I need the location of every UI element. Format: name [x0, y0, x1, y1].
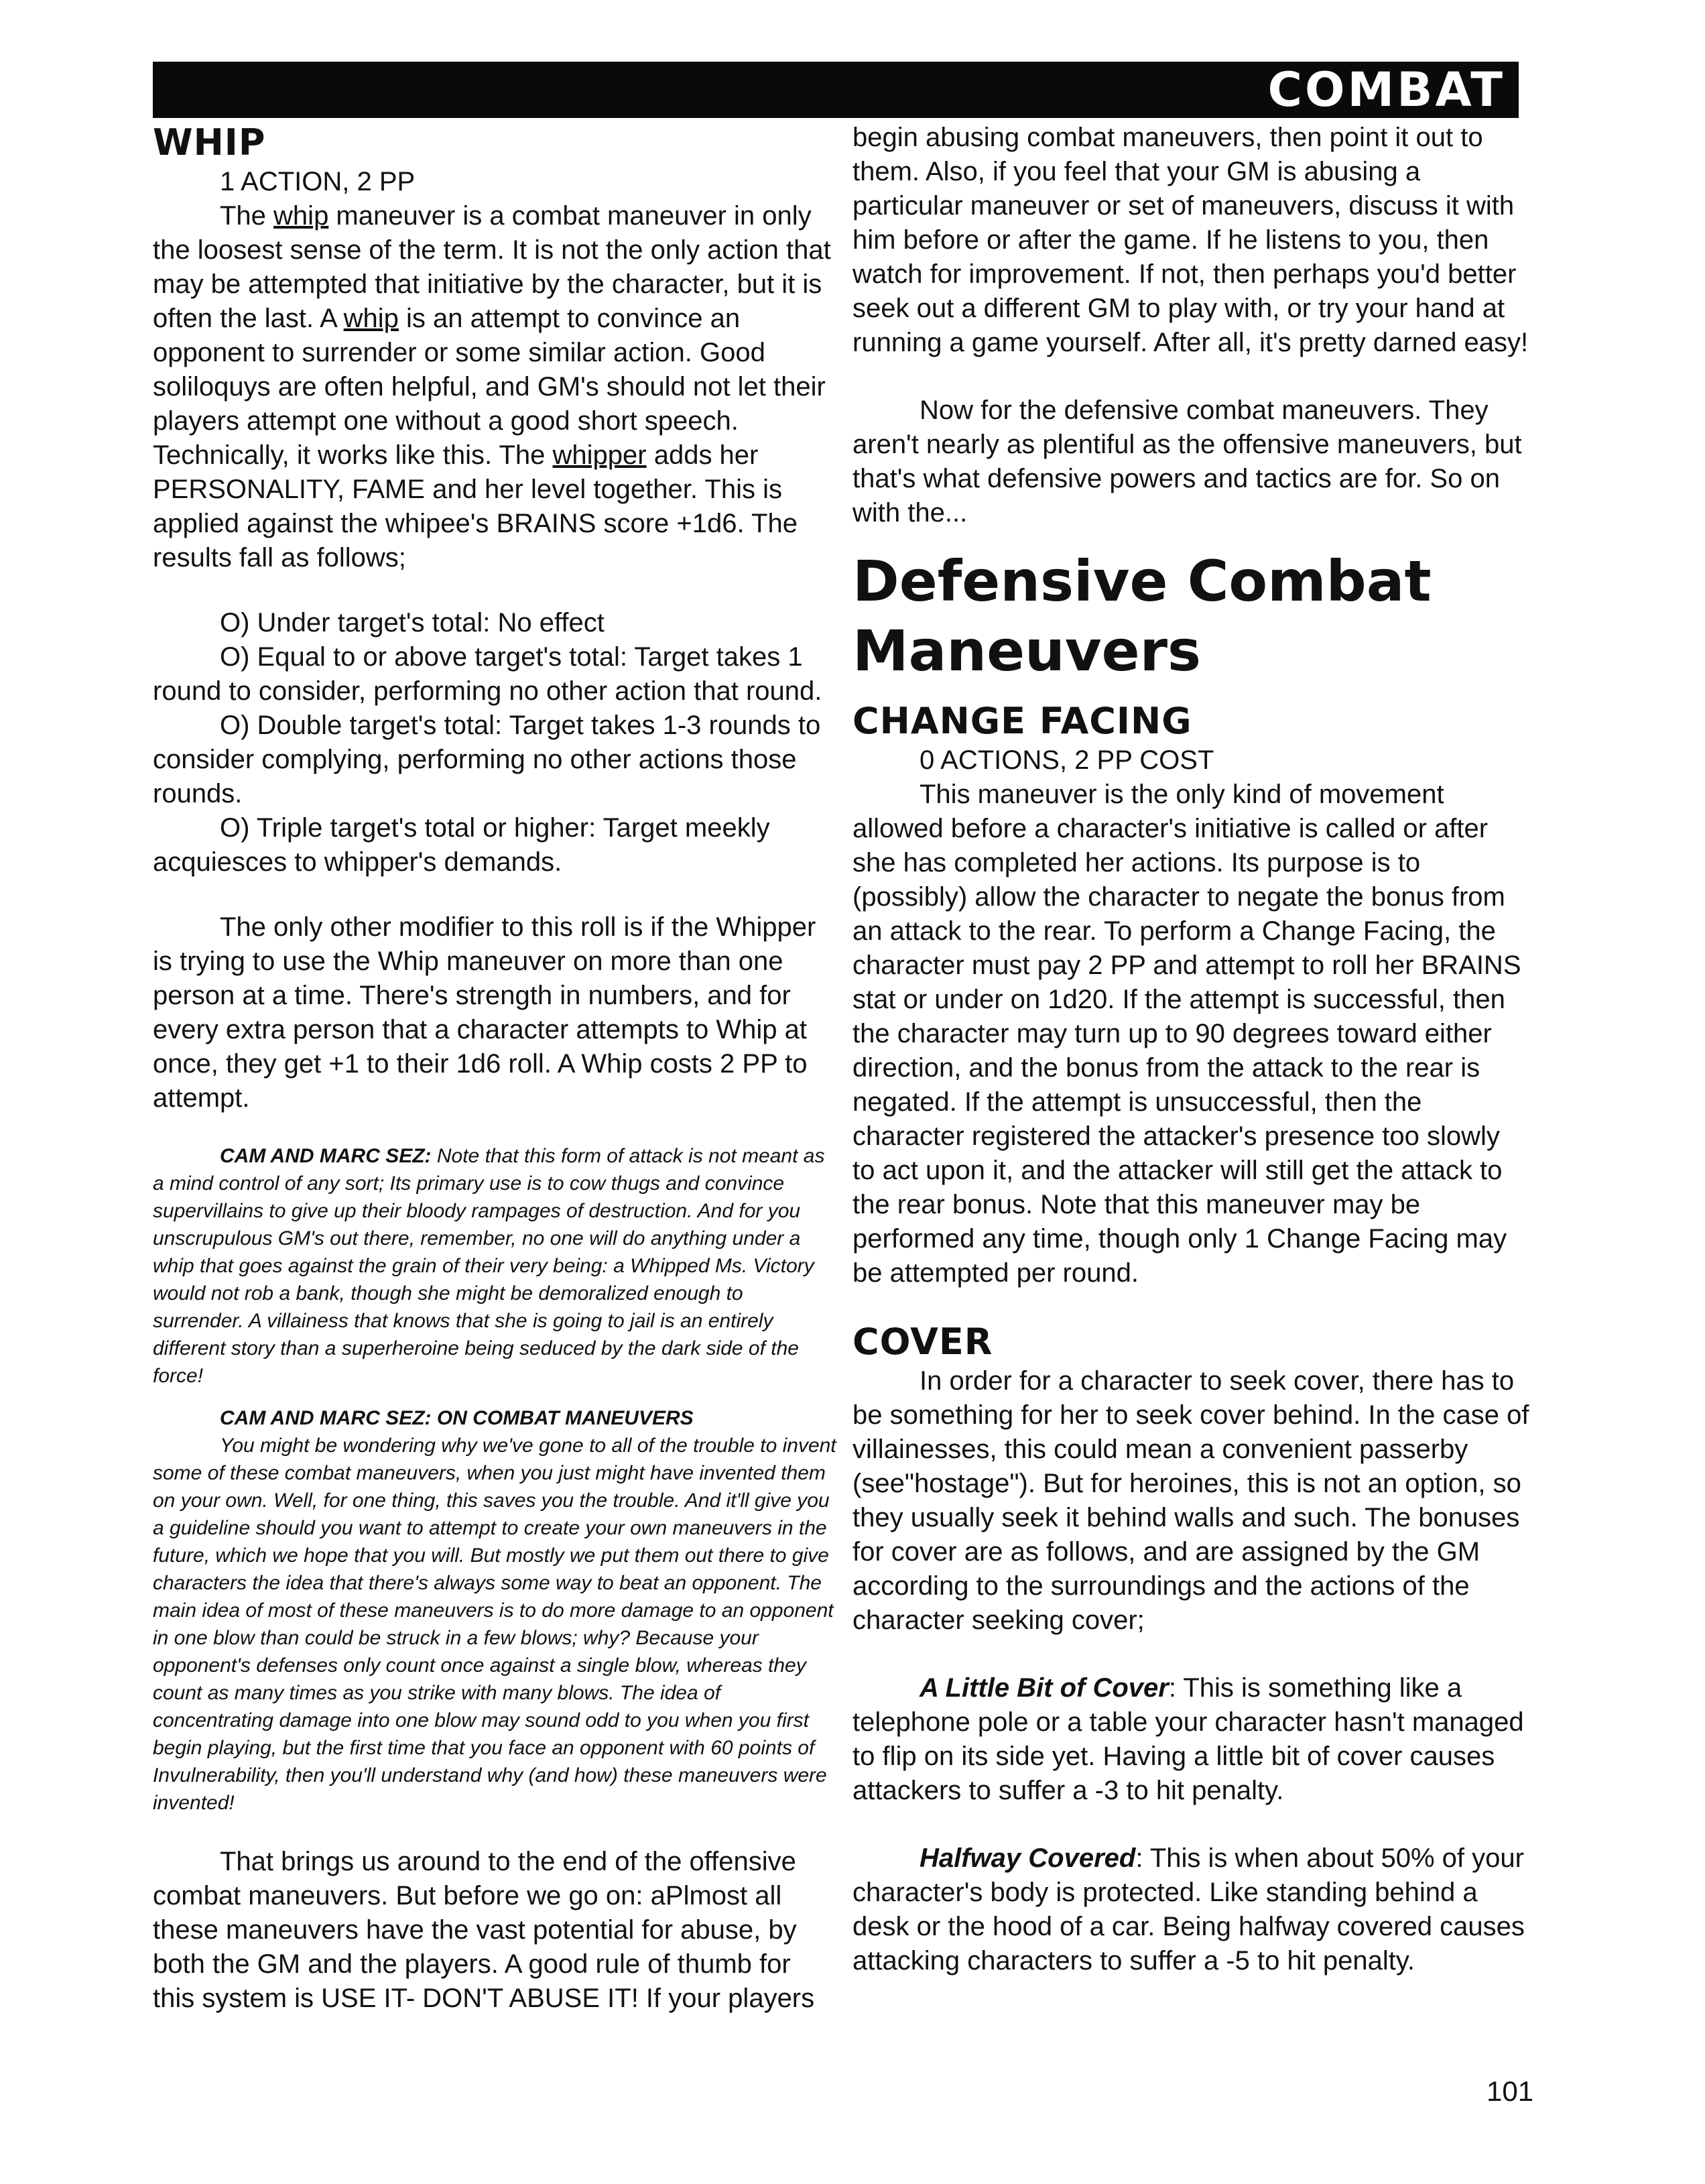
little-cover-paragraph: A Little Bit of Cover: This is something like a telephone pole or a table your character hasn't managed to flip on its side yet. Having a little bit of cover causes attackers to suffer a -3 to hit penalty. [852, 1673, 1524, 1805]
sidebar-note-maneuvers: You might be wondering why we've gone to all of the trouble to invent some of these combat maneuvers, when you just might have invented them on your own. Well, for one thing, this saves you the trouble. And it'll give you a guideline should you want to attempt to create your own maneuvers in the future, which we hope that you will. But mostly we put them out there to give characters the idea that there's always some way to beat an opponent. The main idea of most of these maneuvers is to do more damage to an opponent in one blow than could be struck in a few blows; why? Because your opponent's defenses only count once against a single blow, whereas they count as many times as you strike with many blows. The idea of concentrating damage into one blow may sound odd to you when you first begin playing, but the first time that you face an opponent with 60 points of Invulnerability, then you'll understand why (and how) these maneuvers were invented! [153, 1435, 836, 1814]
change-facing-paragraph: This maneuver is the only kind of movement allowed before a character's initiative is called or after she has completed her actions. Its purpose is to (possibly) allow the character to negate the bonus from an attack to the rear. To perform a Change Facing, the character must pay 2 PP and attempt to roll her BRAINS stat or under on 1d20. If the attempt is successful, then the character may turn up to 90 degrees toward either direction, and the bonus from the attack to the rear is negated. If the attempt is unsuccessful, then the character registered the attacker's presence too slowly to act upon it, and the attacker will still get the attack to the rear bonus. Note that this maneuver may be performed any time, though only 1 Change Facing may be attempted per round. [852, 780, 1521, 1288]
defensive-intro-paragraph: Now for the defensive combat maneuvers. They aren't nearly as plentiful as the offensive maneuvers, but that's what defensive powers and tactics are for. So on with the... [852, 396, 1522, 528]
section-header-bar [153, 62, 1519, 118]
sidebar-heading-maneuvers: CAM AND MARC SEZ: ON COMBAT MANEUVERS [220, 1407, 694, 1429]
page-number: 101 [1487, 2075, 1534, 2107]
whip-result-3: O) Double target's total: Target takes 1-3 rounds to consider complying, performing no other actions those rounds. [153, 711, 821, 808]
whip-result-2: O) Equal to or above target's total: Target takes 1 round to consider, performing no other action that round. [153, 642, 822, 706]
cover-paragraph: In order for a character to seek cover, there has to be something for her to seek cover behind. In the case of villainesses, this could mean a convenient passerby (see"hostage"). But for heroines, this is not an option, so they usually seek it behind walls and such. The bonuses for cover are as follows, and are assigned by the GM according to the surroundings and the actions of the character seeking cover; [852, 1366, 1529, 1635]
left-column [153, 121, 836, 2016]
change-facing-cost: 0 ACTIONS, 2 PP COST [920, 745, 1214, 775]
cover-heading: COVER [852, 1321, 993, 1363]
change-facing-heading: CHANGE FACING [852, 700, 1192, 742]
defensive-maneuvers-title-line1: Defensive Combat [852, 548, 1432, 614]
whip-paragraph: The whip maneuver is a combat maneuver in only the loosest sense of the term. It is not the only action that may be attempted that initiative by the character, but it is often the last. A whip is an attempt to convince an opponent to surrender or some similar action. Good soliloquys are often helpful, and GM's should not let their players attempt one without a good short speech. Technically, it works like this. The whipper adds her PERSONALITY, FAME and her level together. This is applied against the whipee's BRAINS score +1d6. The results fall as follows; [153, 201, 831, 572]
sidebar-note-whip: CAM AND MARC SEZ: Note that this form of attack is not meant as a mind control of any sort; Its primary use is to cow thugs and convince supervillains to give up their bloody rampages of destruction. And for you unscrupulous GM's out there, remember, no one will do anything under a whip that goes against the grain of their very being: a Whipped Ms. Victory would not rob a bank, though she might be demoralized enough to surrender. A villainess that knows that she is going to jail is an entirely different story than a superheroine being seduced by the dark side of the force! [153, 1145, 825, 1387]
right-column [852, 121, 1529, 1978]
whip-cost: 1 ACTION, 2 PP [220, 167, 416, 196]
defensive-maneuvers-title-line2: Maneuvers [852, 618, 1201, 684]
offensive-closing-paragraph: That brings us around to the end of the offensive combat maneuvers. But before we go on: aPlmost all these maneuvers have the vast potential for abuse, by both the GM and the players. A good rule of thumb for this system is USE IT- DON'T ABUSE IT! If your players [153, 1847, 815, 2013]
halfway-cover-paragraph: Halfway Covered: This is when about 50% of your character's body is protected. Like standing behind a desk or the hood of a car. Being halfway covered causes attacking characters to suffer a -5 to hit penalty. [852, 1843, 1525, 1976]
whip-result-4: O) Triple target's total or higher: Target meekly acquiesces to whipper's demands. [153, 813, 770, 877]
whip-heading: WHIP [153, 121, 266, 164]
continued-paragraph: begin abusing combat maneuvers, then point it out to them. Also, if you feel that your GM is abusing a particular maneuver or set of maneuvers, discuss it with him before or after the game. If he listens to you, then watch for improvement. If not, then perhaps you'd better seek out a different GM to play with, or try your hand at running a game yourself. After all, it's pretty darned easy! [852, 123, 1529, 357]
section-title: COMBAT [1267, 62, 1505, 117]
whip-modifier-paragraph: The only other modifier to this roll is if the Whipper is trying to use the Whip maneuver on more than one person at a time. There's strength in numbers, and for every extra person that a character attempts to Whip at once, they get +1 to their 1d6 roll. A Whip costs 2 PP to attempt. [153, 912, 816, 1113]
whip-result-1: O) Under target's total: No effect [220, 608, 605, 638]
